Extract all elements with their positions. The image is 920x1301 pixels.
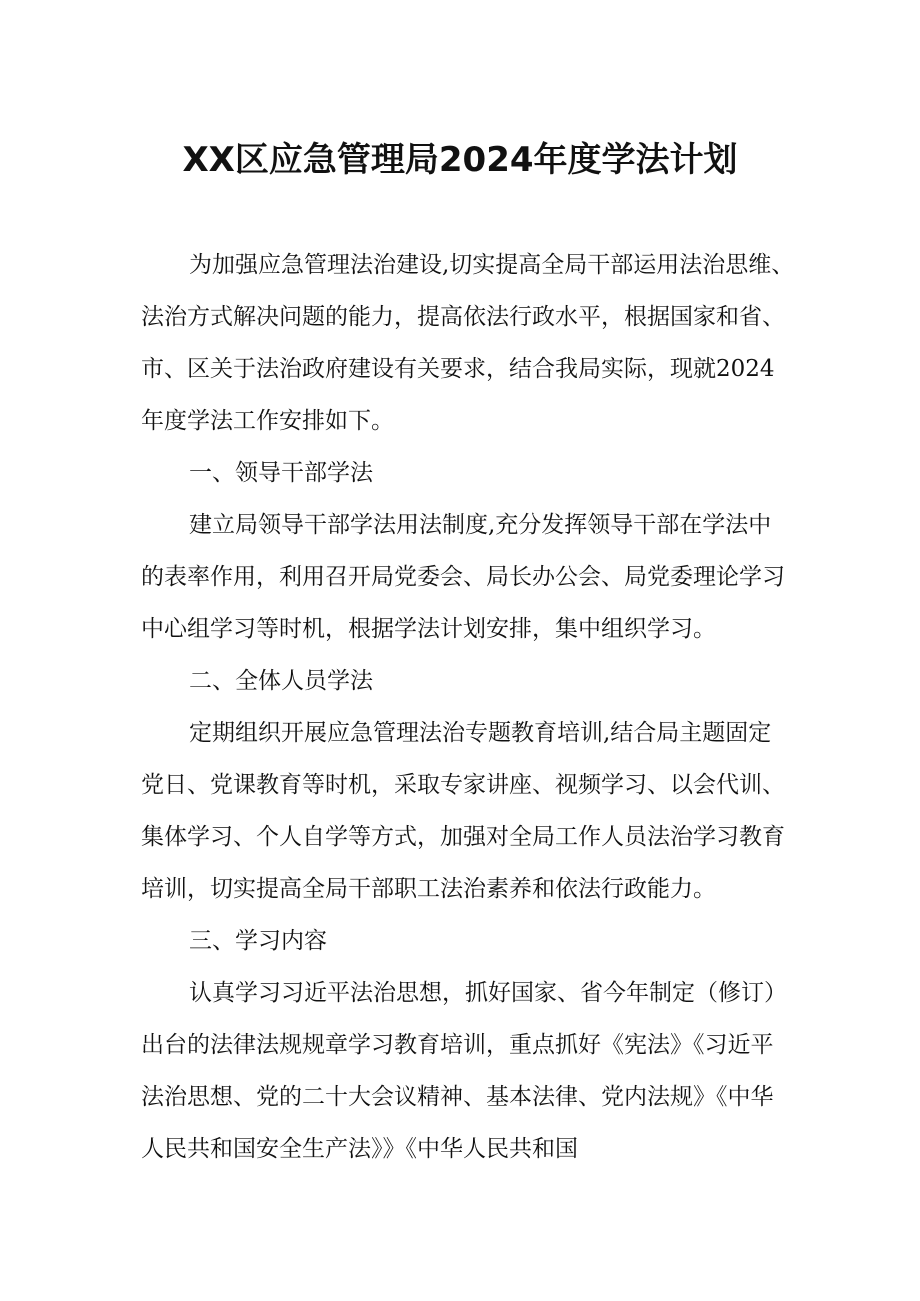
body-line: 党日、党课教育等时机，采取专家讲座、视频学习、以会代训、 <box>141 772 785 798</box>
body-line: 法治思想、党的二十大会议精神、基本法律、党内法规》《中华 <box>141 1084 774 1110</box>
body-line: 集体学习、个人自学等方式，加强对全局工作人员法治学习教育 <box>141 824 785 850</box>
document-title: XX区应急管理局2024年度学法计划 <box>182 140 738 180</box>
body-line: 认真学习习近平法治思想，抓好国家、省今年制定（修订） <box>189 980 787 1006</box>
document-body <box>141 239 793 1175</box>
body-line: 年度学法工作安排如下。 <box>141 408 394 434</box>
section-heading: 二、全体人员学法 <box>189 668 373 694</box>
body-line: 的表率作用，利用召开局党委会、局长办公会、局党委理论学习 <box>141 564 785 590</box>
section-heading: 三、学习内容 <box>189 928 327 954</box>
body-line: 建立局领导干部学法用法制度,充分发挥领导干部在学法中 <box>189 512 772 538</box>
body-line: 培训，切实提高全局干部职工法治素养和依法行政能力。 <box>141 876 716 902</box>
body-line: 中心组学习等时机，根据学法计划安排，集中组织学习。 <box>141 616 716 642</box>
body-line: 人民共和国安全生产法》》《中华人民共和国 <box>141 1136 578 1162</box>
body-line: 市、区关于法治政府建设有关要求，结合我局实际，现就2024 <box>141 356 775 382</box>
body-line: 定期组织开展应急管理法治专题教育培训,结合局主题固定 <box>189 720 772 746</box>
body-line: 出台的法律法规规章学习教育培训，重点抓好《宪法》《习近平 <box>141 1032 774 1058</box>
body-line: 为加强应急管理法治建设,切实提高全局干部运用法治思维、 <box>189 252 795 278</box>
section-heading: 一、领导干部学法 <box>189 460 373 486</box>
body-line: 法治方式解决问题的能力，提高依法行政水平，根据国家和省、 <box>141 304 785 330</box>
